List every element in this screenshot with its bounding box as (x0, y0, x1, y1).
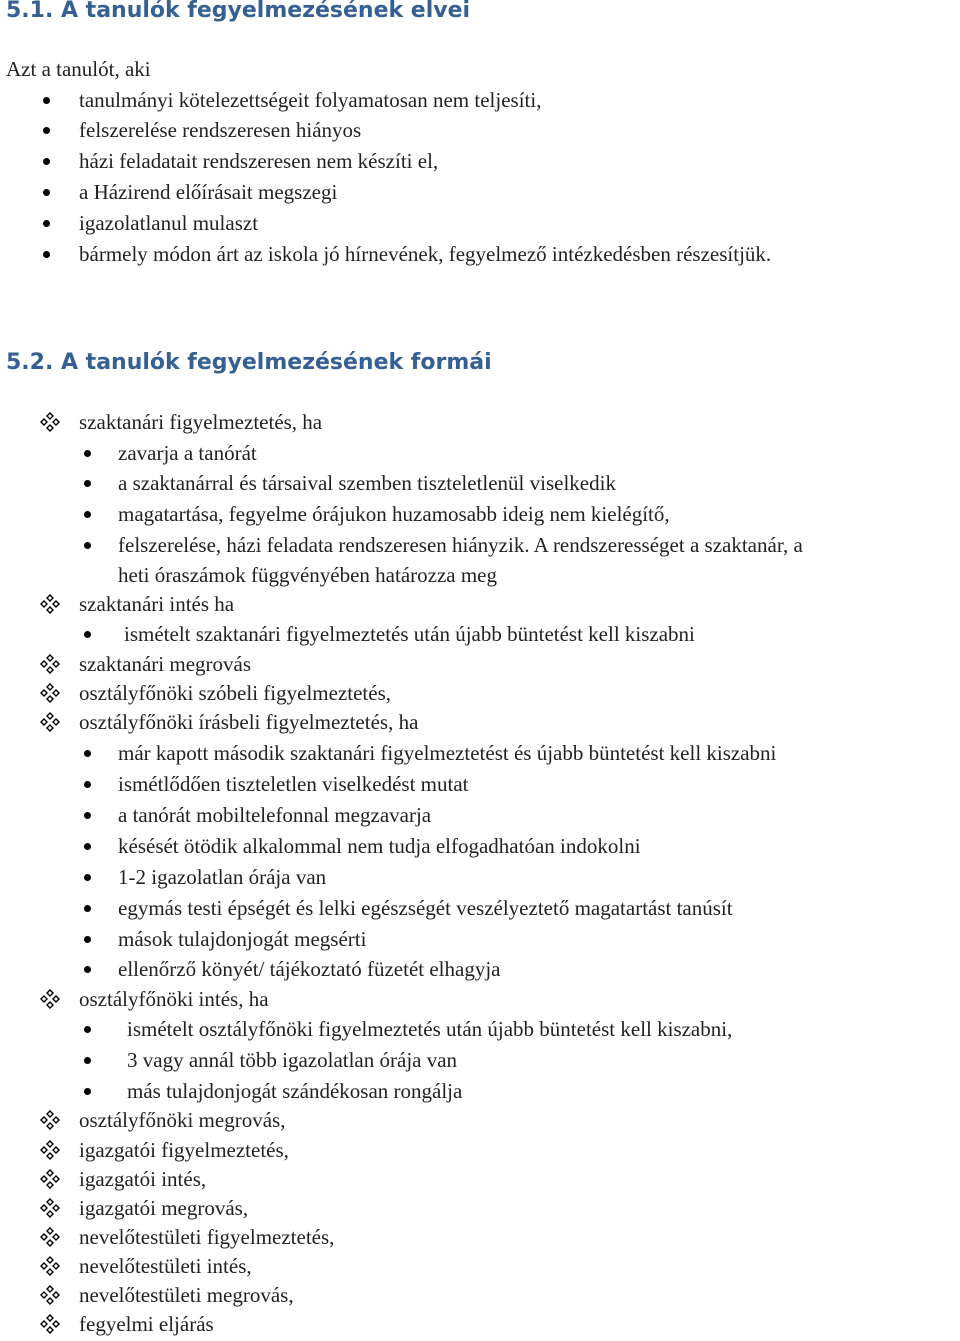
sub-item: heti óraszámok függvényében határozza meg (118, 563, 497, 587)
diamond-bullet-icon (40, 594, 60, 614)
form-item: szaktanári intés ha (79, 592, 235, 616)
form-item: igazgatói figyelmeztetés, (79, 1138, 289, 1162)
form-item: nevelőtestületi figyelmeztetés, (79, 1225, 335, 1249)
bullet-dot-icon (84, 631, 91, 638)
diamond-bullet-icon (40, 1110, 60, 1130)
sub-item: ellenőrző könyét/ tájékoztató füzetét elhagyja (118, 957, 501, 981)
form-item: nevelőtestületi megrovás, (79, 1283, 294, 1307)
diamond-bullet-icon (40, 654, 60, 674)
bullet-dot-icon (84, 966, 91, 973)
sub-item: magatartása, fegyelme órájukon huzamosabb ideig nem kielégítő, (118, 502, 670, 526)
diamond-bullet-icon (40, 1227, 60, 1247)
diamond-bullet-icon (40, 412, 60, 432)
form-item: osztályfőnöki megrovás, (79, 1108, 286, 1132)
intro-text: Azt a tanulót, aki (6, 57, 151, 81)
bullet-dot-icon (43, 127, 50, 134)
diamond-bullet-icon (40, 683, 60, 703)
sub-item: késését ötödik alkalommal nem tudja elfogadhatóan indokolni (118, 834, 641, 858)
bullet-dot-icon (84, 905, 91, 912)
diamond-bullet-icon (40, 1285, 60, 1305)
bullet-dot-icon (84, 812, 91, 819)
form-item: igazgatói megrovás, (79, 1196, 249, 1220)
sub-item: felszerelése, házi feladata rendszeresen hiányzik. A rendszerességet a szaktanár, a (118, 533, 803, 557)
list-item: igazolatlanul mulaszt (79, 211, 259, 235)
bullet-dot-icon (43, 158, 50, 165)
form-item: igazgatói intés, (79, 1167, 207, 1191)
bullet-dot-icon (84, 480, 91, 487)
section-heading: 5.2. A tanulók fegyelmezésének formái (6, 350, 492, 375)
sub-item: zavarja a tanórát (118, 441, 257, 465)
bullet-dot-icon (84, 1088, 91, 1095)
diamond-bullet-icon (40, 1256, 60, 1276)
list-item: tanulmányi kötelezettségeit folyamatosan nem teljesíti, (79, 88, 542, 112)
list-item: házi feladatait rendszeresen nem készíti el, (79, 149, 439, 173)
form-item: szaktanári megrovás (79, 652, 252, 676)
diamond-bullet-icon (40, 1314, 60, 1334)
sub-item: mások tulajdonjogát megsérti (118, 927, 367, 951)
form-item: fegyelmi eljárás (79, 1312, 214, 1336)
bullet-dot-icon (84, 750, 91, 757)
form-item: nevelőtestületi intés, (79, 1254, 252, 1278)
form-item: osztályfőnöki szóbeli figyelmeztetés, (79, 681, 391, 705)
bullet-dot-icon (84, 936, 91, 943)
bullet-dot-icon (84, 450, 91, 457)
section-heading: 5.1. A tanulók fegyelmezésének elvei (6, 0, 471, 23)
bullet-dot-icon (43, 97, 50, 104)
sub-item: ismétlődően tiszteletlen viselkedést mutat (118, 772, 469, 796)
sub-item: ismételt osztályfőnöki figyelmeztetés után újabb büntetést kell kiszabni, (127, 1017, 733, 1041)
form-item: szaktanári figyelmeztetés, ha (79, 410, 323, 434)
bullet-dot-icon (43, 189, 50, 196)
bullet-dot-icon (84, 843, 91, 850)
sub-item: 1-2 igazolatlan órája van (118, 865, 327, 889)
bullet-dot-icon (84, 874, 91, 881)
sub-item: 3 vagy annál több igazolatlan órája van (127, 1048, 458, 1072)
bullet-dot-icon (84, 1026, 91, 1033)
diamond-bullet-icon (40, 989, 60, 1009)
bullet-dot-icon (43, 220, 50, 227)
form-item: osztályfőnöki írásbeli figyelmeztetés, ha (79, 710, 419, 734)
list-item: bármely módon árt az iskola jó hírnevének, fegyelmező intézkedésben részesítjük. (79, 242, 772, 266)
form-item: osztályfőnöki intés, ha (79, 987, 269, 1011)
diamond-bullet-icon (40, 1198, 60, 1218)
sub-item: már kapott második szaktanári figyelmeztetést és újabb büntetést kell kiszabni (118, 741, 777, 765)
sub-item: a szaktanárral és társaival szemben tiszteletlenül viselkedik (118, 471, 616, 495)
list-item: felszerelése rendszeresen hiányos (79, 118, 362, 142)
diamond-bullet-icon (40, 712, 60, 732)
bullet-dot-icon (84, 542, 91, 549)
sub-item: egymás testi épségét és lelki egészségét veszélyeztető magatartást tanúsít (118, 896, 733, 920)
sub-item: ismételt szaktanári figyelmeztetés után újabb büntetést kell kiszabni (124, 622, 695, 646)
bullet-dot-icon (84, 781, 91, 788)
diamond-bullet-icon (40, 1169, 60, 1189)
diamond-bullet-icon (40, 1140, 60, 1160)
sub-item: a tanórát mobiltelefonnal megzavarja (118, 803, 432, 827)
bullet-dot-icon (84, 1057, 91, 1064)
bullet-dot-icon (84, 511, 91, 518)
sub-item: más tulajdonjogát szándékosan rongálja (127, 1079, 463, 1103)
bullet-dot-icon (43, 251, 50, 258)
list-item: a Házirend előírásait megszegi (79, 180, 338, 204)
